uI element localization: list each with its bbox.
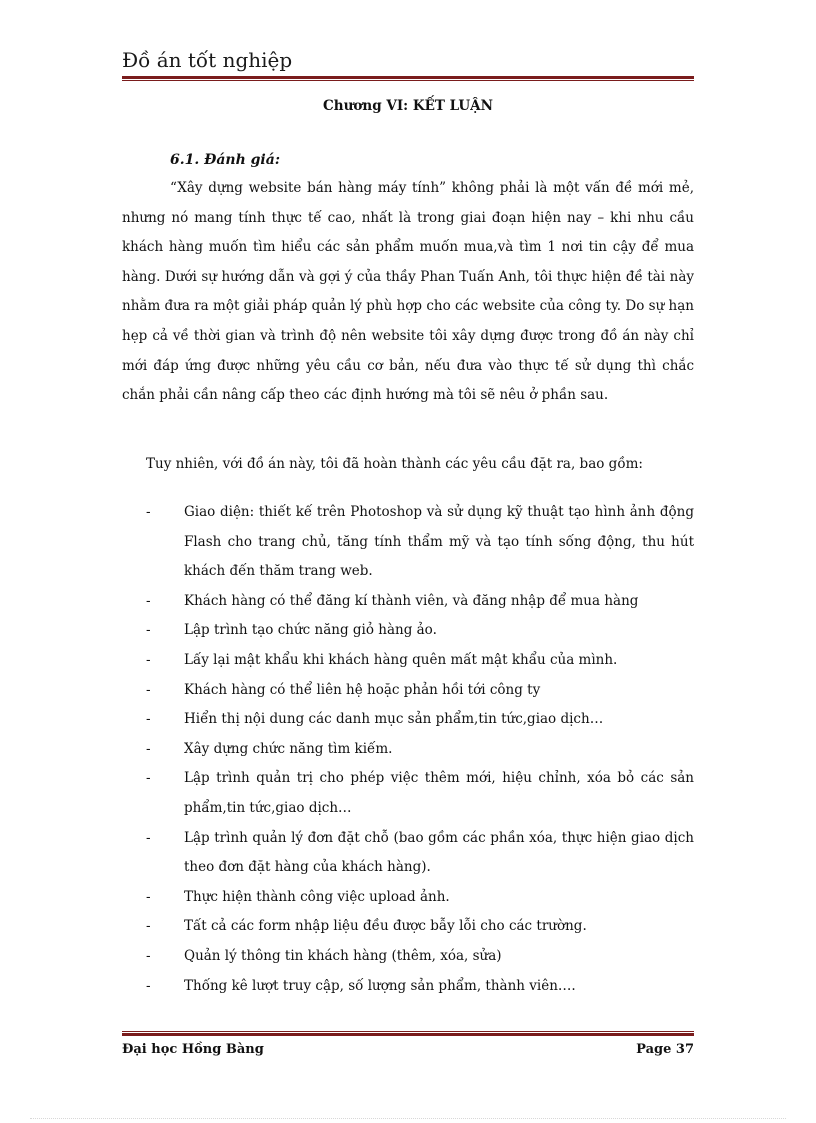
- list-item-text: Tất cả các form nhập liệu đều được bẫy lỗi cho các trường.: [184, 918, 587, 935]
- list-dash: -: [146, 918, 151, 935]
- list-item-text: Thực hiện thành công việc upload ảnh.: [184, 888, 450, 905]
- list-item-text: Xây dựng chức năng tìm kiếm.: [184, 740, 393, 757]
- list-dash: -: [146, 622, 151, 639]
- footer-divider: [122, 1031, 694, 1036]
- page-bottom-edge: [30, 1118, 786, 1119]
- list-item: [146, 824, 694, 883]
- list-item-text: Quản lý thông tin khách hàng (thêm, xóa, sửa): [184, 947, 502, 964]
- page-header-title: Đồ án tốt nghiệp: [122, 48, 293, 72]
- section-heading: 6.1. Đánh giá:: [170, 152, 280, 168]
- header-divider: [122, 76, 694, 81]
- list-item: [146, 498, 694, 587]
- list-item: [146, 735, 694, 765]
- footer-page-number: Page 37: [636, 1042, 694, 1057]
- list-item: [146, 883, 694, 913]
- list-item-text: Khách hàng có thể đăng kí thành viên, và đăng nhập để mua hàng: [184, 592, 639, 609]
- list-item-text: Lấy lại mật khẩu khi khách hàng quên mất mật khẩu của mình.: [184, 651, 618, 668]
- list-dash: -: [146, 829, 151, 846]
- list-item-text: Hiển thị nội dung các danh mục sản phẩm,tin tức,giao dịch…: [184, 711, 604, 728]
- list-item: [146, 705, 694, 735]
- list-dash: -: [146, 504, 151, 520]
- list-item: [146, 764, 694, 823]
- chapter-title: Chương VI: KẾT LUẬN: [323, 98, 493, 114]
- list-item: [146, 972, 694, 1002]
- list-dash: -: [146, 770, 151, 787]
- list-item-text: Thống kê lượt truy cập, số lượng sản phẩm, thành viên….: [184, 977, 576, 994]
- list-dash: -: [146, 740, 151, 757]
- list-item: [146, 616, 694, 646]
- list-dash: -: [146, 592, 151, 609]
- list-item-text: Khách hàng có thể liên hệ hoặc phản hồi tới công ty: [184, 681, 541, 698]
- list-dash: -: [146, 977, 151, 994]
- intro-paragraph: “Xây dựng website bán hàng máy tính” không phải là một vấn đề mới mẻ, nhưng nó mang tính thực tế cao, nhất là trong giai đoạn hiện nay – khi nhu cầu khách hàng muốn tìm hiểu các sản phẩm muốn mua,và tìm 1 nơi tin cậy để mua hàng. Dưới sự hướng dẫn và gợi ý của thầy Phan Tuấn Anh, tôi thực hiện đề tài này nhằm đưa ra một giải pháp quản lý phù hợp cho các website của công ty. Do sự hạn hẹp cả về thời gian và trình độ nên website tôi xây dựng được trong đồ án này chỉ mới đáp ứng được những yêu cầu cơ bản, nếu đưa vào thực tế sử dụng thì chắc chắn phải cần nâng cấp theo các định hướng mà tôi sẽ nêu ở phần sau.: [122, 180, 694, 404]
- list-item-text: Lập trình quản trị cho phép việc thêm mới, hiệu chỉnh, xóa bỏ các sản phẩm,tin tức,giao dịch…: [184, 770, 694, 816]
- list-item-text: Lập trình tạo chức năng giỏ hàng ảo.: [184, 622, 437, 639]
- list-dash: -: [146, 947, 151, 964]
- list-dash: -: [146, 711, 151, 728]
- list-dash: -: [146, 888, 151, 905]
- list-item: [146, 912, 694, 942]
- list-dash: -: [146, 681, 151, 698]
- list-item: [146, 646, 694, 676]
- list-item-text: Lập trình quản lý đơn đặt chỗ (bao gồm các phần xóa, thực hiện giao dịch theo đơn đặt hàng của khách hàng).: [184, 829, 694, 876]
- list-item: [146, 587, 694, 617]
- feature-list: [146, 498, 694, 1001]
- list-item: [146, 942, 694, 972]
- list-dash: -: [146, 651, 151, 668]
- summary-paragraph: Tuy nhiên, với đồ án này, tôi đã hoàn thành các yêu cầu đặt ra, bao gồm:: [146, 456, 643, 472]
- list-item-text: Giao diện: thiết kế trên Photoshop và sử dụng kỹ thuật tạo hình ảnh động Flash cho trang chủ, tăng tính thẩm mỹ và tạo tính sống động, thu hút khách đến thăm trang web.: [184, 504, 694, 580]
- list-item: [146, 676, 694, 706]
- footer-university: Đại học Hồng Bàng: [122, 1042, 264, 1057]
